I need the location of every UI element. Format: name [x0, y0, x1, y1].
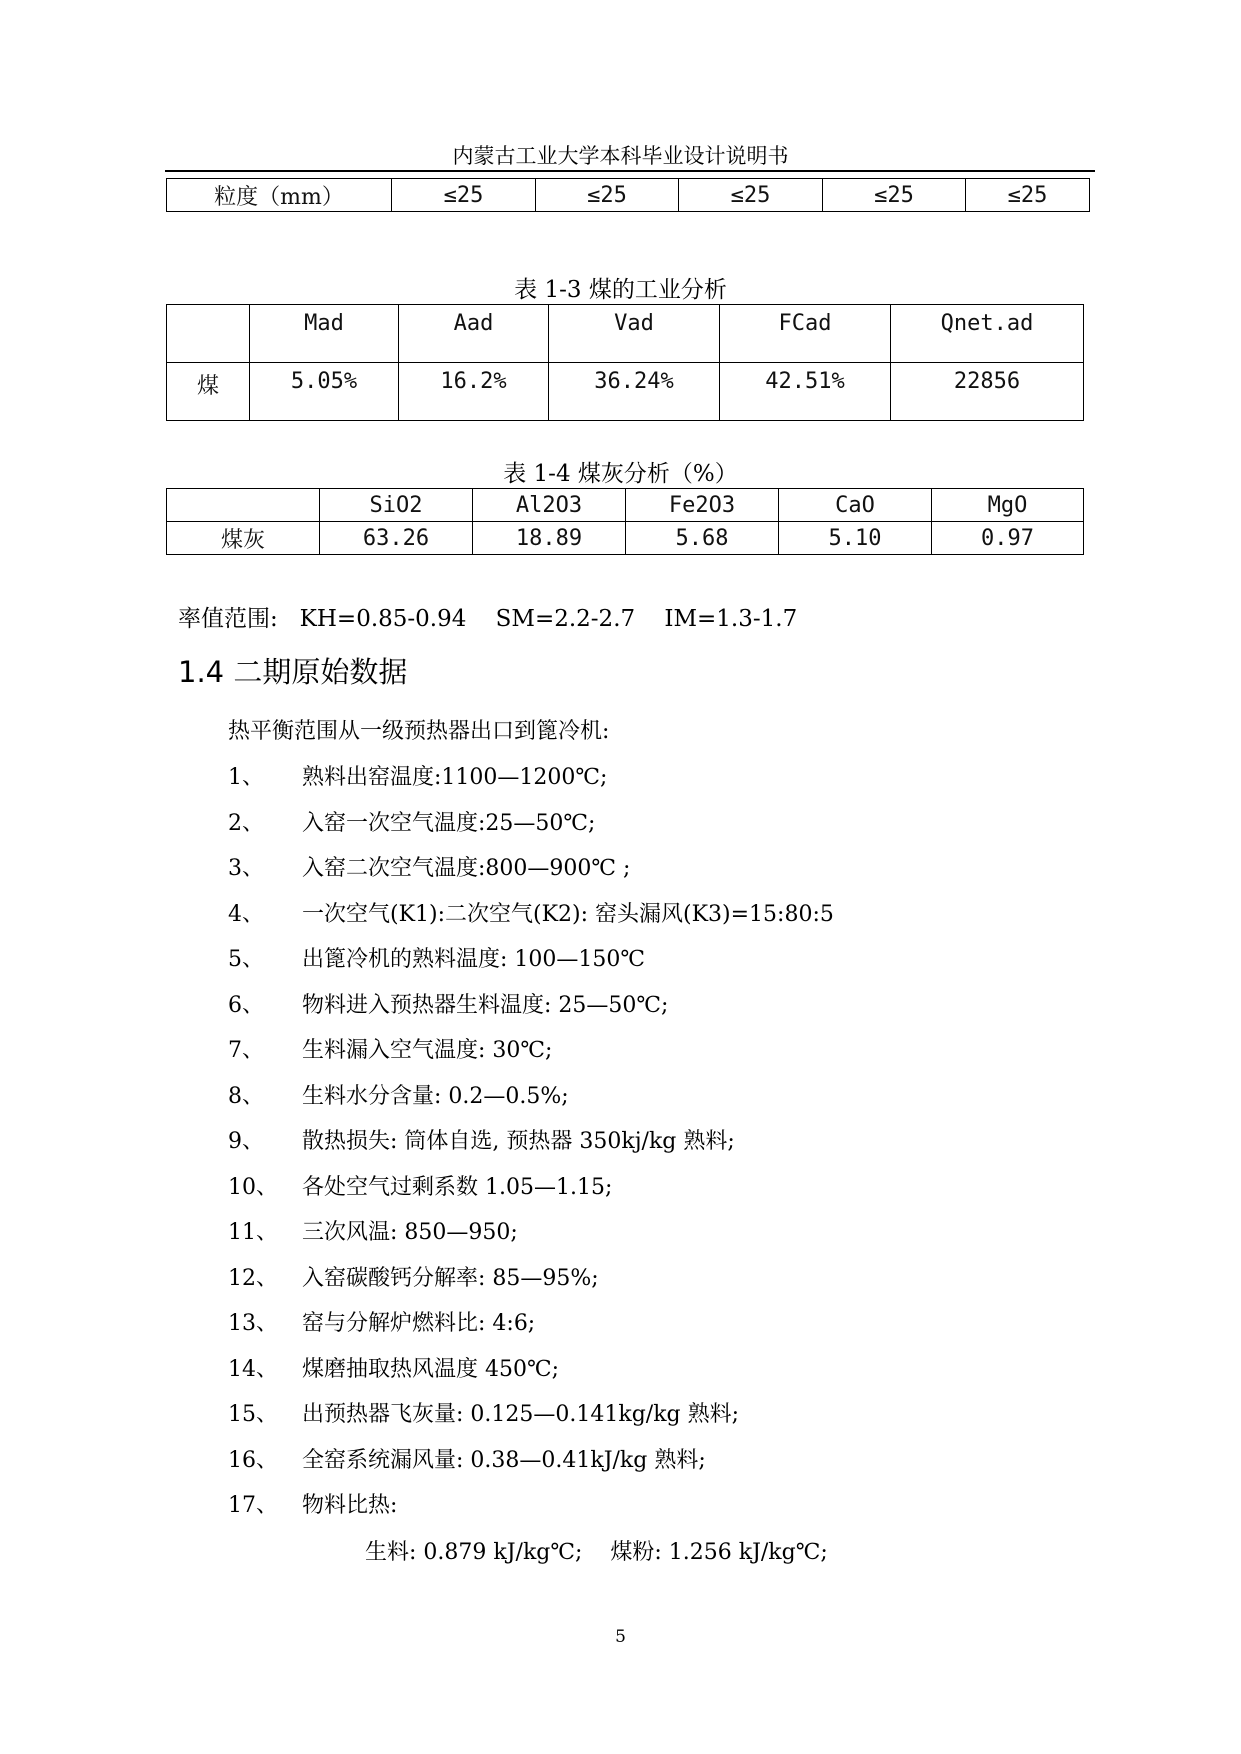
list-item-number: 14、	[228, 1356, 278, 1382]
list-item-number: 5、	[228, 947, 264, 972]
list-item-text: 物料比热:	[302, 1493, 398, 1518]
table-row	[167, 179, 1090, 212]
list-item-text: 三次风温: 850—950;	[302, 1220, 518, 1245]
table-cell: 22856	[891, 363, 1084, 421]
table-cell: ≤25	[966, 179, 1090, 212]
table-cell: 5.10	[779, 522, 932, 555]
table-cell: 16.2%	[399, 363, 549, 421]
table-row	[167, 363, 1084, 421]
table-header-row	[167, 489, 1084, 522]
list-item-text: 熟料出窑温度:1100—1200℃;	[302, 765, 608, 790]
list-item-number: 12、	[228, 1265, 278, 1291]
list-item-number: 16、	[228, 1447, 278, 1473]
list-item-number: 2、	[228, 810, 264, 836]
coal-ash-analysis-table	[166, 488, 1084, 555]
list-item-number: 6、	[228, 992, 264, 1018]
list-item-text: 煤磨抽取热风温度 450℃;	[302, 1356, 560, 1382]
list-item-number: 3、	[228, 856, 264, 881]
table-header-cell: Qnet.ad	[891, 305, 1084, 363]
table-cell: 36.24%	[549, 363, 720, 421]
table-1-4-caption: 表 1-4 煤灰分析（%）	[503, 461, 738, 487]
table-1-3-caption: 表 1-3 煤的工业分析	[514, 277, 727, 303]
list-item-number: 13、	[228, 1311, 278, 1336]
table-header-cell: Vad	[549, 305, 720, 363]
list-item-number: 1、	[228, 765, 264, 790]
list-item-number: 7、	[228, 1038, 264, 1063]
list-item-text: 入窑二次空气温度:800—900℃ ;	[302, 856, 631, 881]
table-header-row	[167, 305, 1084, 363]
table-cell: 5.68	[626, 522, 779, 555]
list-item-number: 10、	[228, 1174, 278, 1200]
table-cell: 18.89	[473, 522, 626, 555]
list-item-text: 窑与分解炉燃料比: 4:6;	[302, 1311, 536, 1336]
table-cell: ≤25	[679, 179, 823, 212]
table-cell: ≤25	[392, 179, 536, 212]
table-header-cell: Al2O3	[473, 489, 626, 522]
list-item-text: 各处空气过剩系数 1.05—1.15;	[302, 1174, 613, 1200]
list-item-text: 出篦冷机的熟料温度: 100—150℃	[302, 947, 645, 972]
coal-industrial-analysis-table	[166, 304, 1084, 421]
page-number: 5	[615, 1627, 626, 1647]
list-item-text: 全窑系统漏风量: 0.38—0.41kJ/kg 熟料;	[302, 1447, 706, 1473]
list-item-text: 一次空气(K1):二次空气(K2): 窑头漏风(K3)=15:80:5	[302, 901, 834, 927]
list-item-text: 散热损失: 筒体自选, 预热器 350kj/kg 熟料;	[302, 1129, 735, 1154]
list-item-text: 生料水分含量: 0.2—0.5%;	[302, 1083, 569, 1109]
table-header-cell: Mad	[250, 305, 399, 363]
list-item-number: 17、	[228, 1493, 278, 1518]
table-header-cell: Fe2O3	[626, 489, 779, 522]
list-item-text: 入窑一次空气温度:25—50℃;	[302, 810, 596, 836]
table-cell: 0.97	[932, 522, 1084, 555]
list-item-text: 入窑碳酸钙分解率: 85—95%;	[302, 1265, 599, 1291]
table-cell: 煤灰	[167, 522, 320, 555]
list-item-number: 8、	[228, 1083, 264, 1109]
intro-paragraph: 热平衡范围从一级预热器出口到篦冷机:	[228, 719, 610, 744]
table-header-cell: CaO	[779, 489, 932, 522]
ratio-range-line: 率值范围: KH=0.85-0.94 SM=2.2-2.7 IM=1.3-1.7	[178, 606, 798, 632]
table-cell: 煤	[167, 363, 250, 421]
granularity-table	[166, 178, 1090, 212]
page-header-title: 内蒙古工业大学本科毕业设计说明书	[452, 144, 789, 168]
table-cell: 5.05%	[250, 363, 399, 421]
table-row	[167, 522, 1084, 555]
list-item-text: 出预热器飞灰量: 0.125—0.141kg/kg 熟料;	[302, 1402, 740, 1427]
table-header-cell: Aad	[399, 305, 549, 363]
list-item-number: 9、	[228, 1129, 264, 1154]
table-cell: 42.51%	[720, 363, 891, 421]
table-cell: ≤25	[823, 179, 966, 212]
table-header-cell: MgO	[932, 489, 1084, 522]
specific-heat-line: 生料: 0.879 kJ/kg℃; 煤粉: 1.256 kJ/kg℃;	[365, 1540, 828, 1565]
list-item-number: 11、	[228, 1220, 278, 1245]
table-cell: ≤25	[536, 179, 679, 212]
list-item-text: 物料进入预热器生料温度: 25—50℃;	[302, 992, 669, 1018]
header-divider	[165, 170, 1095, 172]
table-header-cell: SiO2	[320, 489, 473, 522]
table-cell	[167, 305, 250, 363]
list-item-text: 生料漏入空气温度: 30℃;	[302, 1038, 553, 1063]
section-title: 1.4 二期原始数据	[178, 655, 408, 689]
list-item-number: 4、	[228, 901, 264, 927]
table-header-cell: FCad	[720, 305, 891, 363]
list-item-number: 15、	[228, 1402, 278, 1427]
table-cell	[167, 489, 320, 522]
table-cell: 63.26	[320, 522, 473, 555]
table-cell: 粒度（mm）	[167, 179, 392, 212]
